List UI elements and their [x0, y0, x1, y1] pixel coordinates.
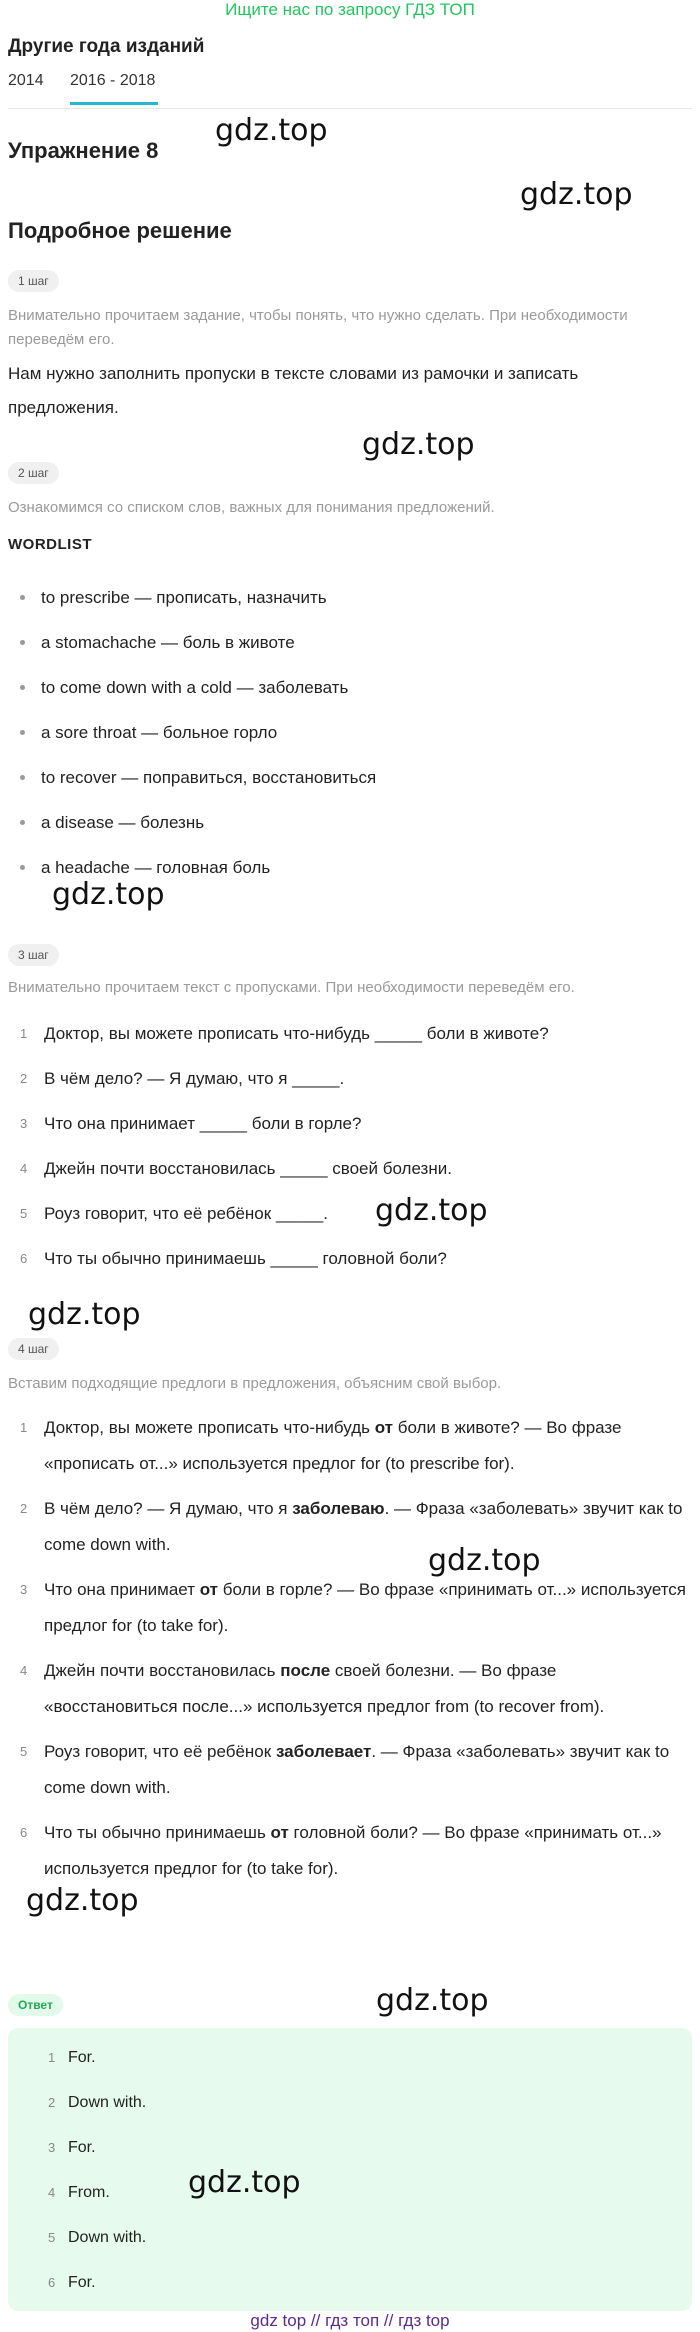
answer-text: For.	[68, 2274, 96, 2291]
item-number: 6	[20, 1825, 28, 1840]
item-number: 6	[48, 2275, 56, 2290]
tab-2014[interactable]: 2014	[8, 72, 44, 89]
word-entry: to recover — поправиться, восстановиться	[41, 768, 377, 787]
answer-item	[48, 2046, 96, 2070]
word-entry: a stomachache — боль в животе	[41, 633, 295, 652]
step-badge: 2 шаг	[8, 462, 59, 484]
item-text: Доктор, вы можете прописать что-нибудь _____ боли в животе?	[44, 1024, 549, 1043]
list-item	[20, 631, 295, 655]
item-number: 2	[20, 1501, 28, 1516]
editions-title: Другие года изданий	[8, 36, 205, 57]
watermark: gdz.top	[26, 1883, 139, 1918]
watermark: gdz.top	[28, 1297, 141, 1332]
step-badge: 3 шаг	[8, 944, 59, 966]
watermark: gdz.top	[428, 1543, 541, 1578]
item-number: 1	[20, 1026, 28, 1041]
list-item	[20, 766, 376, 790]
item-text: Что она принимает от боли в горле? — Во фразе «принимать от...» используется предлог for (to take for).	[44, 1580, 687, 1635]
list-item	[20, 1193, 692, 1232]
watermark: gdz.top	[376, 1983, 489, 2018]
watermark: gdz.top	[362, 427, 475, 462]
item-number: 4	[20, 1663, 28, 1678]
active-tab-indicator	[70, 102, 158, 105]
word-entry: a sore throat — больное горло	[41, 723, 278, 742]
list-item	[20, 1016, 692, 1052]
item-number: 3	[20, 1582, 28, 1597]
wordlist-title: WORDLIST	[8, 536, 92, 553]
bullet-icon	[20, 595, 25, 600]
list-item	[20, 1491, 692, 1563]
item-text: Что ты обычно принимаешь от головной боли? — Во фразе «принимать от...» используется предлог for (to take for).	[44, 1823, 662, 1878]
item-text: Роуз говорит, что её ребёнок заболевает. — Фраза «заболевать» звучит как to come down with.	[44, 1742, 670, 1797]
item-text: Что ты обычно принимаешь _____ головной боли?	[44, 1249, 447, 1268]
step-text: Нам нужно заполнить пропуски в тексте словами из рамочки и записать предложения.	[8, 364, 579, 417]
list-item	[20, 1572, 692, 1644]
answer-text: Down with.	[68, 2229, 147, 2246]
item-number: 4	[48, 2185, 56, 2200]
watermark: gdz.top	[375, 1193, 488, 1228]
list-item	[20, 1151, 692, 1187]
answer-box	[8, 2028, 692, 2311]
list-item	[20, 1734, 692, 1806]
item-number: 5	[48, 2230, 56, 2245]
word-entry: a disease — болезнь	[41, 813, 205, 832]
answer-text: For.	[68, 2139, 96, 2156]
answer-badge: Ответ	[8, 1994, 63, 2016]
bullet-icon	[20, 685, 25, 690]
answer-text: For.	[68, 2049, 96, 2066]
item-number: 2	[48, 2095, 56, 2110]
bullet-icon	[20, 730, 25, 735]
item-number: 2	[20, 1071, 28, 1086]
word-entry: to come down with a cold — заболевать	[41, 678, 349, 697]
list-item	[20, 1241, 692, 1277]
watermark: gdz.top	[188, 2165, 301, 2200]
list-item	[20, 1815, 692, 1887]
item-text: Джейн почти восстановилась после своей болезни. — Во фразе «восстановиться после...» используется предлог from (to recover from).	[44, 1661, 605, 1716]
footer-links[interactable]: gdz top // гдз топ // гдз top	[250, 2311, 450, 2330]
answer-item	[48, 2271, 96, 2295]
exercise-title: Упражнение 8	[8, 138, 159, 163]
tab-2016-2018[interactable]: 2016 - 2018	[70, 72, 156, 89]
item-text: Роуз говорит, что её ребёнок _____.	[44, 1204, 328, 1223]
list-item	[20, 1106, 692, 1142]
item-number: 1	[20, 1420, 28, 1435]
bullet-icon	[20, 640, 25, 645]
answer-text: Down with.	[68, 2094, 147, 2111]
answer-item	[48, 2136, 96, 2160]
top-banner: Ищите нас по запросу ГДЗ ТОП	[225, 0, 475, 19]
list-item	[20, 721, 277, 745]
item-number: 6	[20, 1251, 28, 1266]
list-item	[20, 1410, 692, 1482]
bullet-icon	[20, 820, 25, 825]
item-text: В чём дело? — Я думаю, что я заболеваю. — Фраза «заболевать» звучит как to come down with.	[44, 1499, 683, 1554]
item-text: Джейн почти восстановилась _____ своей болезни.	[44, 1159, 452, 1178]
item-text: В чём дело? — Я думаю, что я _____.	[44, 1069, 345, 1088]
step-badge: 4 шаг	[8, 1338, 59, 1360]
watermark: gdz.top	[52, 877, 165, 912]
watermark: gdz.top	[215, 113, 328, 148]
item-number: 3	[20, 1116, 28, 1131]
step-hint: Внимательно прочитаем текст с пропусками. При необходимости переведём его.	[8, 979, 575, 996]
list-item	[20, 1653, 692, 1725]
list-item	[20, 1061, 692, 1097]
item-text: Доктор, вы можете прописать что-нибудь от боли в животе? — Во фразе «прописать от...» используется предлог for (to prescribe for).	[44, 1418, 622, 1473]
bullet-icon	[20, 865, 25, 870]
watermark: gdz.top	[520, 177, 633, 212]
step-hint: Внимательно прочитаем задание, чтобы понять, что нужно сделать. При необходимости переведём его.	[8, 307, 628, 348]
item-text: Что она принимает _____ боли в горле?	[44, 1114, 362, 1133]
step-badge: 1 шаг	[8, 270, 59, 292]
answer-text: From.	[68, 2184, 110, 2201]
solution-title: Подробное решение	[8, 218, 232, 243]
item-number: 1	[48, 2050, 56, 2065]
item-number: 3	[48, 2140, 56, 2155]
item-number: 5	[20, 1206, 28, 1221]
step-hint: Ознакомимся со списком слов, важных для понимания предложений.	[8, 499, 495, 516]
list-item	[20, 676, 348, 700]
answer-item	[48, 2091, 146, 2115]
word-entry: to prescribe — прописать, назначить	[41, 588, 327, 607]
list-item	[20, 811, 204, 835]
bullet-icon	[20, 775, 25, 780]
item-number: 5	[20, 1744, 28, 1759]
list-item	[20, 586, 327, 610]
item-number: 4	[20, 1161, 28, 1176]
answer-item	[48, 2226, 146, 2250]
divider	[8, 108, 692, 109]
answer-item	[48, 2181, 110, 2205]
word-entry: a headache — головная боль	[41, 858, 271, 877]
step-hint: Вставим подходящие предлоги в предложения, объясним свой выбор.	[8, 1375, 502, 1392]
